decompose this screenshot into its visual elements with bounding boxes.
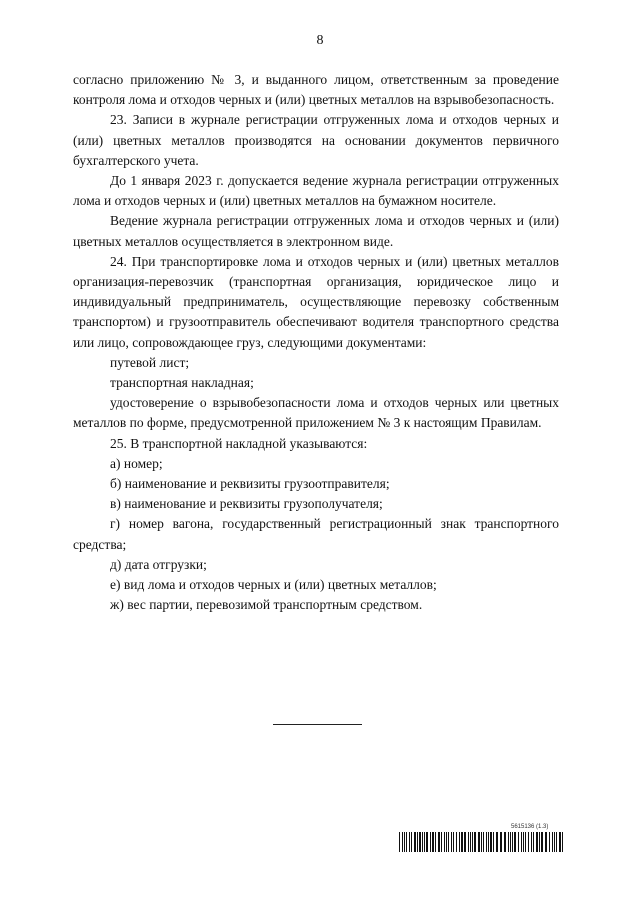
list-item: г) номер вагона, государственный регистрационный знак транспортного средства; [73,516,559,552]
paragraph: Ведение журнала регистрации отгруженных лома и отходов черных и (или) цветных металлов осуществляется в электронном виде. [73,213,559,249]
list-item: а) номер; [110,455,163,471]
document-code: 5615136 (1.3) [511,824,549,830]
paragraph-clause-23: 23. Записи в журнале регистрации отгруженных лома и отходов черных и (или) цветных металлов производятся на основании документов первичного бухгалтерского учета. [73,112,559,168]
list-item: ж) вес партии, перевозимой транспортным средством. [110,597,423,613]
page-number: 8 [316,33,324,48]
list-item: путевой лист; [110,354,190,370]
document-body [73,70,559,615]
paragraph-clause-24: 24. При транспортировке лома и отходов черных и (или) цветных металлов организация-перевозчик (транспортная организация, юридическое лицо и индивидуальный предприниматель, осуществляющие перевозку собственным транспортом) и грузоотправитель обеспечивают водителя транспортного средства или лицо, сопровождающее груз, следующими документами: [73,253,559,350]
list-item: в) наименование и реквизиты грузополучателя; [110,496,383,512]
barcode-icon [399,832,563,852]
paragraph: До 1 января 2023 г. допускается ведение журнала регистрации отгруженных лома и отходов черных и (или) цветных металлов на бумажном носителе. [73,173,559,209]
list-item: транспортная накладная; [110,375,254,391]
paragraph: согласно приложению № 3, и выданного лицом, ответственным за проведение контроля лома и отходов черных и (или) цветных металлов на взрывобезопасность. [73,72,559,108]
list-item: б) наименование и реквизиты грузоотправителя; [110,476,390,492]
list-item: е) вид лома и отходов черных и (или) цветных металлов; [110,577,437,593]
list-item: д) дата отгрузки; [110,556,207,572]
list-item: удостоверение о взрывобезопасности лома и отходов черных или цветных металлов по форме, предусмотренной приложением № 3 к настоящим Правилам. [73,395,559,431]
paragraph-clause-25: 25. В транспортной накладной указываются: [110,435,368,451]
divider-line [273,724,362,725]
